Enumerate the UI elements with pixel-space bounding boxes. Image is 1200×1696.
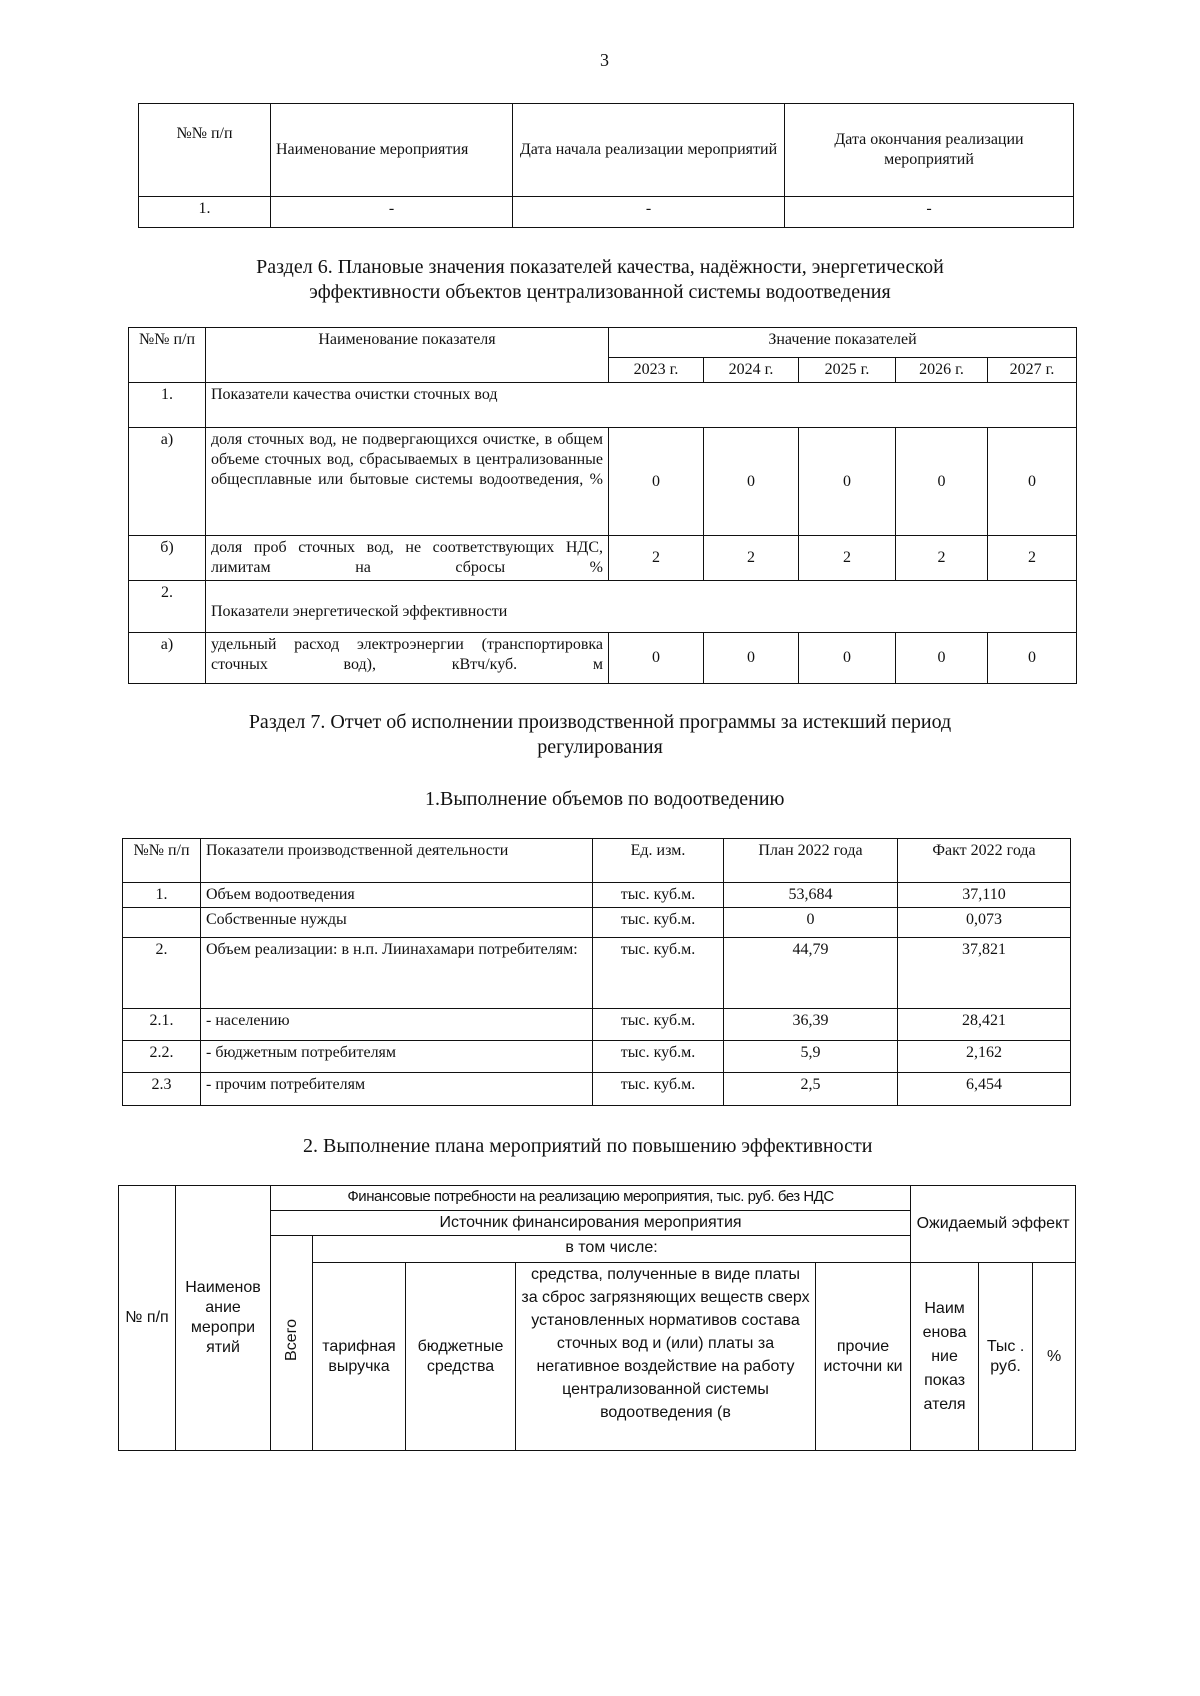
table-row <box>139 197 1074 228</box>
cell: 37,821 <box>898 938 1071 1009</box>
table-row <box>129 536 1077 581</box>
cell: Объем водоотведения <box>201 883 593 908</box>
header-year: 2024 г. <box>704 358 799 383</box>
efficiency-plan-table <box>118 1185 1076 1451</box>
cell: Объем реализации: в н.п. Лиинахамари потребителям: <box>201 938 593 1009</box>
subsection1-title: 1.Выполнение объемов по водоотведению <box>425 788 785 810</box>
table-row-group <box>129 383 1077 428</box>
header-end: Дата окончания реализации мероприятий <box>785 104 1074 197</box>
table-row <box>123 1073 1071 1106</box>
header-num: №№ п/п <box>123 839 201 883</box>
cell: 1. <box>139 197 271 228</box>
header-event-name: Наименов ание меропри ятий <box>176 1186 271 1451</box>
volumes-table <box>122 838 1071 1106</box>
cell <box>123 908 201 938</box>
cell-value: 0 <box>609 428 704 536</box>
header-unit: Ед. изм. <box>593 839 724 883</box>
cell: тыс. куб.м. <box>593 1041 724 1073</box>
cell: 37,110 <box>898 883 1071 908</box>
header-percent: % <box>1033 1263 1076 1451</box>
cell-name: доля сточных вод, не подвергающихся очистке, в общем объеме сточных вод, сбрасываемых в централизованные общесплавные или бытовые системы водоотведения, % <box>206 428 609 536</box>
cell-name: доля проб сточных вод, не соответствующих НДС, лимитам на сбросы % <box>206 536 609 581</box>
table-row <box>129 633 1077 684</box>
header-budget: бюджетные средства <box>406 1263 516 1451</box>
header-total-label: Всего <box>282 1319 300 1361</box>
header-indicator: Наим енова ние показ ателя <box>911 1263 979 1451</box>
header-values: Значение показателей <box>609 328 1077 358</box>
table-row <box>123 1009 1071 1041</box>
header-including: в том числе: <box>313 1236 911 1263</box>
header-name: Наименование показателя <box>206 328 609 383</box>
cell: - <box>513 197 785 228</box>
events-table <box>138 103 1074 228</box>
cell: 1. <box>123 883 201 908</box>
cell: 6,454 <box>898 1073 1071 1106</box>
cell-value: 2 <box>896 536 988 581</box>
cell: 2,162 <box>898 1041 1071 1073</box>
indicators-table <box>128 327 1077 684</box>
cell-value: 2 <box>988 536 1077 581</box>
cell: 2.3 <box>123 1073 201 1106</box>
cell: 44,79 <box>724 938 898 1009</box>
cell-value: 0 <box>896 633 988 684</box>
cell-value: 2 <box>799 536 896 581</box>
table-row <box>129 428 1077 536</box>
header-year: 2027 г. <box>988 358 1077 383</box>
cell-value: 0 <box>704 428 799 536</box>
cell: тыс. куб.м. <box>593 883 724 908</box>
header-plan: План 2022 года <box>724 839 898 883</box>
header-year: 2023 г. <box>609 358 704 383</box>
cell-num: 2. <box>129 581 206 633</box>
cell: тыс. куб.м. <box>593 908 724 938</box>
cell: 2. <box>123 938 201 1009</box>
header-finance: Финансовые потребности на реализацию мероприятия, тыс. руб. без НДС <box>271 1186 911 1211</box>
header-start: Дата начала реализации мероприятий <box>513 104 785 197</box>
cell: - прочим потребителям <box>201 1073 593 1106</box>
subsection2-title: 2. Выполнение плана мероприятий по повышению эффективности <box>303 1135 873 1157</box>
table-row <box>123 1041 1071 1073</box>
cell: 0,073 <box>898 908 1071 938</box>
table-row <box>123 938 1071 1009</box>
cell: 2.1. <box>123 1009 201 1041</box>
cell: - бюджетным потребителям <box>201 1041 593 1073</box>
header-effect: Ожидаемый эффект <box>911 1186 1076 1263</box>
cell: - <box>271 197 513 228</box>
header-name: Наименование мероприятия <box>271 104 513 197</box>
cell-num: б) <box>129 536 206 581</box>
cell-value: 0 <box>988 633 1077 684</box>
cell: - населению <box>201 1009 593 1041</box>
page-number: 3 <box>600 50 609 70</box>
cell: 2.2. <box>123 1041 201 1073</box>
cell-value: 2 <box>704 536 799 581</box>
cell: тыс. куб.м. <box>593 1009 724 1041</box>
header-year: 2025 г. <box>799 358 896 383</box>
cell-name: удельный расход электроэнергии (транспортировка сточных вод), кВтч/куб. м <box>206 633 609 684</box>
cell-group-name: Показатели качества очистки сточных вод <box>206 383 1077 428</box>
cell: Собственные нужды <box>201 908 593 938</box>
cell: - <box>785 197 1074 228</box>
header-num: №№ п/п <box>129 328 206 383</box>
header-num: №№ п/п <box>139 104 271 197</box>
header-fact: Факт 2022 года <box>898 839 1071 883</box>
header-tariff: тарифная выручка <box>313 1263 406 1451</box>
header-other: прочие источни ки <box>816 1263 911 1451</box>
cell: 53,684 <box>724 883 898 908</box>
cell: 36,39 <box>724 1009 898 1041</box>
header-indicator: Показатели производственной деятельности <box>201 839 593 883</box>
cell: 2,5 <box>724 1073 898 1106</box>
section7-title-line1: Раздел 7. Отчет об исполнении производственной программы за истекший период <box>248 711 952 733</box>
cell-num: а) <box>129 428 206 536</box>
header-num: № п/п <box>119 1186 176 1451</box>
cell: 28,421 <box>898 1009 1071 1041</box>
cell-value: 0 <box>704 633 799 684</box>
table-row <box>123 883 1071 908</box>
cell: тыс. куб.м. <box>593 1073 724 1106</box>
cell: тыс. куб.м. <box>593 938 724 1009</box>
cell: 5,9 <box>724 1041 898 1073</box>
table-row-group <box>129 581 1077 633</box>
cell: 0 <box>724 908 898 938</box>
cell-value: 2 <box>609 536 704 581</box>
section6-title-line2: эффективности объектов централизованной системы водоотведения <box>309 281 891 303</box>
cell-value: 0 <box>988 428 1077 536</box>
cell-value: 0 <box>799 428 896 536</box>
section6-title-line1: Раздел 6. Плановые значения показателей качества, надёжности, энергетической <box>256 256 944 278</box>
header-source: Источник финансирования мероприятия <box>271 1211 911 1236</box>
cell-group-name: Показатели энергетической эффективности <box>206 581 1077 633</box>
section7-title-line2: регулирования <box>537 736 663 758</box>
header-thousand-rub: Тыс . руб. <box>979 1263 1033 1451</box>
cell-value: 0 <box>609 633 704 684</box>
table-row <box>123 908 1071 938</box>
header-fees: средства, полученные в виде платы за сброс загрязняющих веществ сверх установленных нормативов состава сточных вод и (или) платы за негативное воздействие на работу централизованной системы водоотведения (в <box>516 1263 816 1451</box>
header-year: 2026 г. <box>896 358 988 383</box>
cell-value: 0 <box>896 428 988 536</box>
cell-num: 1. <box>129 383 206 428</box>
cell-num: а) <box>129 633 206 684</box>
cell-value: 0 <box>799 633 896 684</box>
header-total <box>271 1236 313 1451</box>
